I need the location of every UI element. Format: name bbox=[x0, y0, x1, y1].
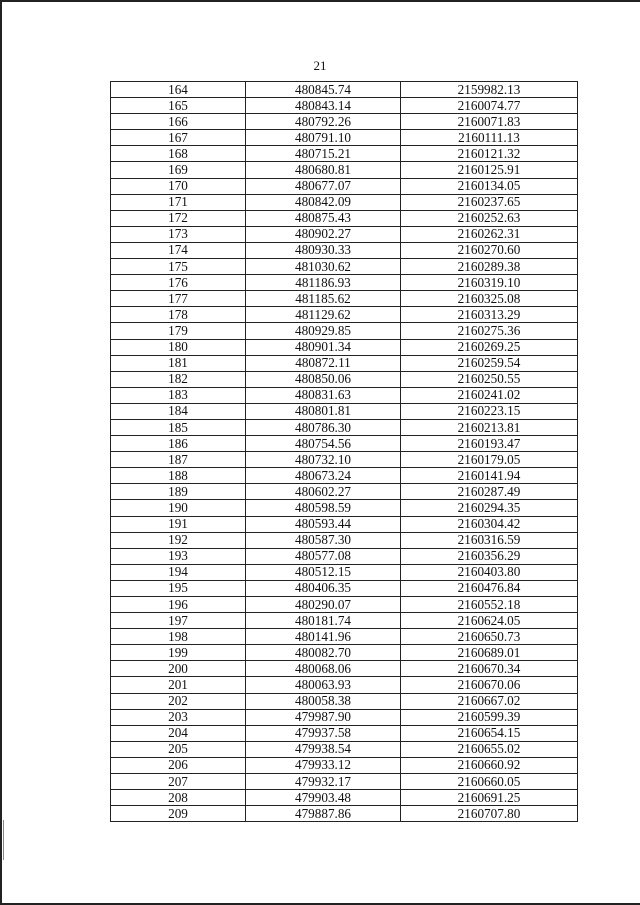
y-coordinate-cell: 2160552.18 bbox=[401, 597, 578, 613]
table-row bbox=[111, 548, 578, 564]
point-number-cell: 174 bbox=[111, 242, 246, 258]
table-row bbox=[111, 275, 578, 291]
x-coordinate-cell: 479937.58 bbox=[246, 725, 401, 741]
point-number-cell: 208 bbox=[111, 790, 246, 806]
y-coordinate-cell: 2160655.02 bbox=[401, 741, 578, 757]
x-coordinate-cell: 479932.17 bbox=[246, 774, 401, 790]
x-coordinate-cell: 479887.86 bbox=[246, 806, 401, 822]
y-coordinate-cell: 2160356.29 bbox=[401, 548, 578, 564]
y-coordinate-cell: 2160667.02 bbox=[401, 693, 578, 709]
table-row bbox=[111, 291, 578, 307]
x-coordinate-cell: 480587.30 bbox=[246, 532, 401, 548]
point-number-cell: 205 bbox=[111, 741, 246, 757]
point-number-cell: 164 bbox=[111, 82, 246, 98]
y-coordinate-cell: 2160111.13 bbox=[401, 130, 578, 146]
x-coordinate-cell: 480181.74 bbox=[246, 613, 401, 629]
table-row bbox=[111, 629, 578, 645]
table-row bbox=[111, 226, 578, 242]
table-row bbox=[111, 532, 578, 548]
y-coordinate-cell: 2160313.29 bbox=[401, 307, 578, 323]
y-coordinate-cell: 2160294.35 bbox=[401, 500, 578, 516]
x-coordinate-cell: 481185.62 bbox=[246, 291, 401, 307]
coordinates-table-body bbox=[111, 82, 578, 822]
x-coordinate-cell: 480831.63 bbox=[246, 387, 401, 403]
y-coordinate-cell: 2160241.02 bbox=[401, 387, 578, 403]
point-number-cell: 180 bbox=[111, 339, 246, 355]
point-number-cell: 187 bbox=[111, 452, 246, 468]
table-row bbox=[111, 645, 578, 661]
y-coordinate-cell: 2160660.92 bbox=[401, 757, 578, 773]
point-number-cell: 195 bbox=[111, 580, 246, 596]
y-coordinate-cell: 2160193.47 bbox=[401, 436, 578, 452]
x-coordinate-cell: 480577.08 bbox=[246, 548, 401, 564]
x-coordinate-cell: 480872.11 bbox=[246, 355, 401, 371]
table-row bbox=[111, 194, 578, 210]
x-coordinate-cell: 480082.70 bbox=[246, 645, 401, 661]
y-coordinate-cell: 2160660.05 bbox=[401, 774, 578, 790]
y-coordinate-cell: 2160134.05 bbox=[401, 178, 578, 194]
point-number-cell: 181 bbox=[111, 355, 246, 371]
point-number-cell: 182 bbox=[111, 371, 246, 387]
table-row bbox=[111, 307, 578, 323]
x-coordinate-cell: 480902.27 bbox=[246, 226, 401, 242]
y-coordinate-cell: 2160213.81 bbox=[401, 419, 578, 435]
table-row bbox=[111, 130, 578, 146]
point-number-cell: 203 bbox=[111, 709, 246, 725]
x-coordinate-cell: 480602.27 bbox=[246, 484, 401, 500]
x-coordinate-cell: 480141.96 bbox=[246, 629, 401, 645]
table-row bbox=[111, 725, 578, 741]
y-coordinate-cell: 2160689.01 bbox=[401, 645, 578, 661]
table-row bbox=[111, 516, 578, 532]
table-row bbox=[111, 114, 578, 130]
table-row bbox=[111, 757, 578, 773]
point-number-cell: 194 bbox=[111, 564, 246, 580]
table-row bbox=[111, 371, 578, 387]
table-row bbox=[111, 387, 578, 403]
x-coordinate-cell: 480843.14 bbox=[246, 98, 401, 114]
y-coordinate-cell: 2160304.42 bbox=[401, 516, 578, 532]
x-coordinate-cell: 480512.15 bbox=[246, 564, 401, 580]
y-coordinate-cell: 2160403.80 bbox=[401, 564, 578, 580]
x-coordinate-cell: 480754.56 bbox=[246, 436, 401, 452]
y-coordinate-cell: 2160125.91 bbox=[401, 162, 578, 178]
y-coordinate-cell: 2159982.13 bbox=[401, 82, 578, 98]
x-coordinate-cell: 480673.24 bbox=[246, 468, 401, 484]
y-coordinate-cell: 2160237.65 bbox=[401, 194, 578, 210]
table-row bbox=[111, 259, 578, 275]
table-row bbox=[111, 82, 578, 98]
table-row bbox=[111, 355, 578, 371]
x-coordinate-cell: 479938.54 bbox=[246, 741, 401, 757]
x-coordinate-cell: 481030.62 bbox=[246, 259, 401, 275]
x-coordinate-cell: 480801.81 bbox=[246, 403, 401, 419]
table-row bbox=[111, 162, 578, 178]
x-coordinate-cell: 480792.26 bbox=[246, 114, 401, 130]
y-coordinate-cell: 2160624.05 bbox=[401, 613, 578, 629]
y-coordinate-cell: 2160287.49 bbox=[401, 484, 578, 500]
table-row bbox=[111, 242, 578, 258]
y-coordinate-cell: 2160269.25 bbox=[401, 339, 578, 355]
x-coordinate-cell: 480063.93 bbox=[246, 677, 401, 693]
y-coordinate-cell: 2160179.05 bbox=[401, 452, 578, 468]
table-row bbox=[111, 484, 578, 500]
table-row bbox=[111, 564, 578, 580]
x-coordinate-cell: 481129.62 bbox=[246, 307, 401, 323]
table-row bbox=[111, 790, 578, 806]
table-row bbox=[111, 580, 578, 596]
y-coordinate-cell: 2160599.39 bbox=[401, 709, 578, 725]
table-row bbox=[111, 436, 578, 452]
point-number-cell: 189 bbox=[111, 484, 246, 500]
point-number-cell: 170 bbox=[111, 178, 246, 194]
table-row bbox=[111, 98, 578, 114]
y-coordinate-cell: 2160654.15 bbox=[401, 725, 578, 741]
x-coordinate-cell: 480593.44 bbox=[246, 516, 401, 532]
y-coordinate-cell: 2160071.83 bbox=[401, 114, 578, 130]
y-coordinate-cell: 2160707.80 bbox=[401, 806, 578, 822]
x-coordinate-cell: 480786.30 bbox=[246, 419, 401, 435]
y-coordinate-cell: 2160223.15 bbox=[401, 403, 578, 419]
x-coordinate-cell: 480791.10 bbox=[246, 130, 401, 146]
table-row bbox=[111, 693, 578, 709]
x-coordinate-cell: 480677.07 bbox=[246, 178, 401, 194]
point-number-cell: 177 bbox=[111, 291, 246, 307]
y-coordinate-cell: 2160270.60 bbox=[401, 242, 578, 258]
point-number-cell: 209 bbox=[111, 806, 246, 822]
table-row bbox=[111, 774, 578, 790]
point-number-cell: 204 bbox=[111, 725, 246, 741]
table-row bbox=[111, 468, 578, 484]
x-coordinate-cell: 480068.06 bbox=[246, 661, 401, 677]
point-number-cell: 166 bbox=[111, 114, 246, 130]
point-number-cell: 206 bbox=[111, 757, 246, 773]
table-row bbox=[111, 613, 578, 629]
y-coordinate-cell: 2160259.54 bbox=[401, 355, 578, 371]
x-coordinate-cell: 480732.10 bbox=[246, 452, 401, 468]
x-coordinate-cell: 480850.06 bbox=[246, 371, 401, 387]
y-coordinate-cell: 2160275.36 bbox=[401, 323, 578, 339]
point-number-cell: 200 bbox=[111, 661, 246, 677]
point-number-cell: 196 bbox=[111, 597, 246, 613]
coordinates-table bbox=[110, 81, 578, 822]
table-row bbox=[111, 597, 578, 613]
x-coordinate-cell: 480058.38 bbox=[246, 693, 401, 709]
point-number-cell: 176 bbox=[111, 275, 246, 291]
x-coordinate-cell: 479933.12 bbox=[246, 757, 401, 773]
margin-mark bbox=[3, 820, 4, 860]
point-number-cell: 202 bbox=[111, 693, 246, 709]
point-number-cell: 183 bbox=[111, 387, 246, 403]
point-number-cell: 167 bbox=[111, 130, 246, 146]
point-number-cell: 197 bbox=[111, 613, 246, 629]
table-row bbox=[111, 339, 578, 355]
y-coordinate-cell: 2160476.84 bbox=[401, 580, 578, 596]
table-row bbox=[111, 806, 578, 822]
table-row bbox=[111, 677, 578, 693]
x-coordinate-cell: 480680.81 bbox=[246, 162, 401, 178]
x-coordinate-cell: 480929.85 bbox=[246, 323, 401, 339]
y-coordinate-cell: 2160670.34 bbox=[401, 661, 578, 677]
x-coordinate-cell: 480845.74 bbox=[246, 82, 401, 98]
page-number: 21 bbox=[313, 58, 327, 73]
x-coordinate-cell: 480290.07 bbox=[246, 597, 401, 613]
x-coordinate-cell: 480715.21 bbox=[246, 146, 401, 162]
table-row bbox=[111, 709, 578, 725]
table-row bbox=[111, 661, 578, 677]
point-number-cell: 172 bbox=[111, 210, 246, 226]
point-number-cell: 188 bbox=[111, 468, 246, 484]
point-number-cell: 192 bbox=[111, 532, 246, 548]
table-row bbox=[111, 741, 578, 757]
x-coordinate-cell: 480842.09 bbox=[246, 194, 401, 210]
x-coordinate-cell: 481186.93 bbox=[246, 275, 401, 291]
point-number-cell: 179 bbox=[111, 323, 246, 339]
y-coordinate-cell: 2160141.94 bbox=[401, 468, 578, 484]
y-coordinate-cell: 2160250.55 bbox=[401, 371, 578, 387]
y-coordinate-cell: 2160252.63 bbox=[401, 210, 578, 226]
point-number-cell: 186 bbox=[111, 436, 246, 452]
y-coordinate-cell: 2160289.38 bbox=[401, 259, 578, 275]
point-number-cell: 193 bbox=[111, 548, 246, 564]
y-coordinate-cell: 2160691.25 bbox=[401, 790, 578, 806]
point-number-cell: 199 bbox=[111, 645, 246, 661]
point-number-cell: 185 bbox=[111, 419, 246, 435]
table-row bbox=[111, 146, 578, 162]
point-number-cell: 175 bbox=[111, 259, 246, 275]
y-coordinate-cell: 2160650.73 bbox=[401, 629, 578, 645]
y-coordinate-cell: 2160325.08 bbox=[401, 291, 578, 307]
y-coordinate-cell: 2160670.06 bbox=[401, 677, 578, 693]
point-number-cell: 184 bbox=[111, 403, 246, 419]
point-number-cell: 171 bbox=[111, 194, 246, 210]
point-number-cell: 201 bbox=[111, 677, 246, 693]
point-number-cell: 207 bbox=[111, 774, 246, 790]
x-coordinate-cell: 480930.33 bbox=[246, 242, 401, 258]
table-row bbox=[111, 323, 578, 339]
x-coordinate-cell: 480875.43 bbox=[246, 210, 401, 226]
table-row bbox=[111, 210, 578, 226]
point-number-cell: 178 bbox=[111, 307, 246, 323]
x-coordinate-cell: 480406.35 bbox=[246, 580, 401, 596]
y-coordinate-cell: 2160262.31 bbox=[401, 226, 578, 242]
x-coordinate-cell: 480901.34 bbox=[246, 339, 401, 355]
table-row bbox=[111, 419, 578, 435]
x-coordinate-cell: 480598.59 bbox=[246, 500, 401, 516]
table-row bbox=[111, 403, 578, 419]
y-coordinate-cell: 2160121.32 bbox=[401, 146, 578, 162]
x-coordinate-cell: 479987.90 bbox=[246, 709, 401, 725]
table-row bbox=[111, 452, 578, 468]
y-coordinate-cell: 2160319.10 bbox=[401, 275, 578, 291]
point-number-cell: 169 bbox=[111, 162, 246, 178]
table-row bbox=[111, 500, 578, 516]
point-number-cell: 168 bbox=[111, 146, 246, 162]
table-row bbox=[111, 178, 578, 194]
point-number-cell: 191 bbox=[111, 516, 246, 532]
point-number-cell: 165 bbox=[111, 98, 246, 114]
point-number-cell: 190 bbox=[111, 500, 246, 516]
x-coordinate-cell: 479903.48 bbox=[246, 790, 401, 806]
y-coordinate-cell: 2160316.59 bbox=[401, 532, 578, 548]
point-number-cell: 198 bbox=[111, 629, 246, 645]
point-number-cell: 173 bbox=[111, 226, 246, 242]
y-coordinate-cell: 2160074.77 bbox=[401, 98, 578, 114]
